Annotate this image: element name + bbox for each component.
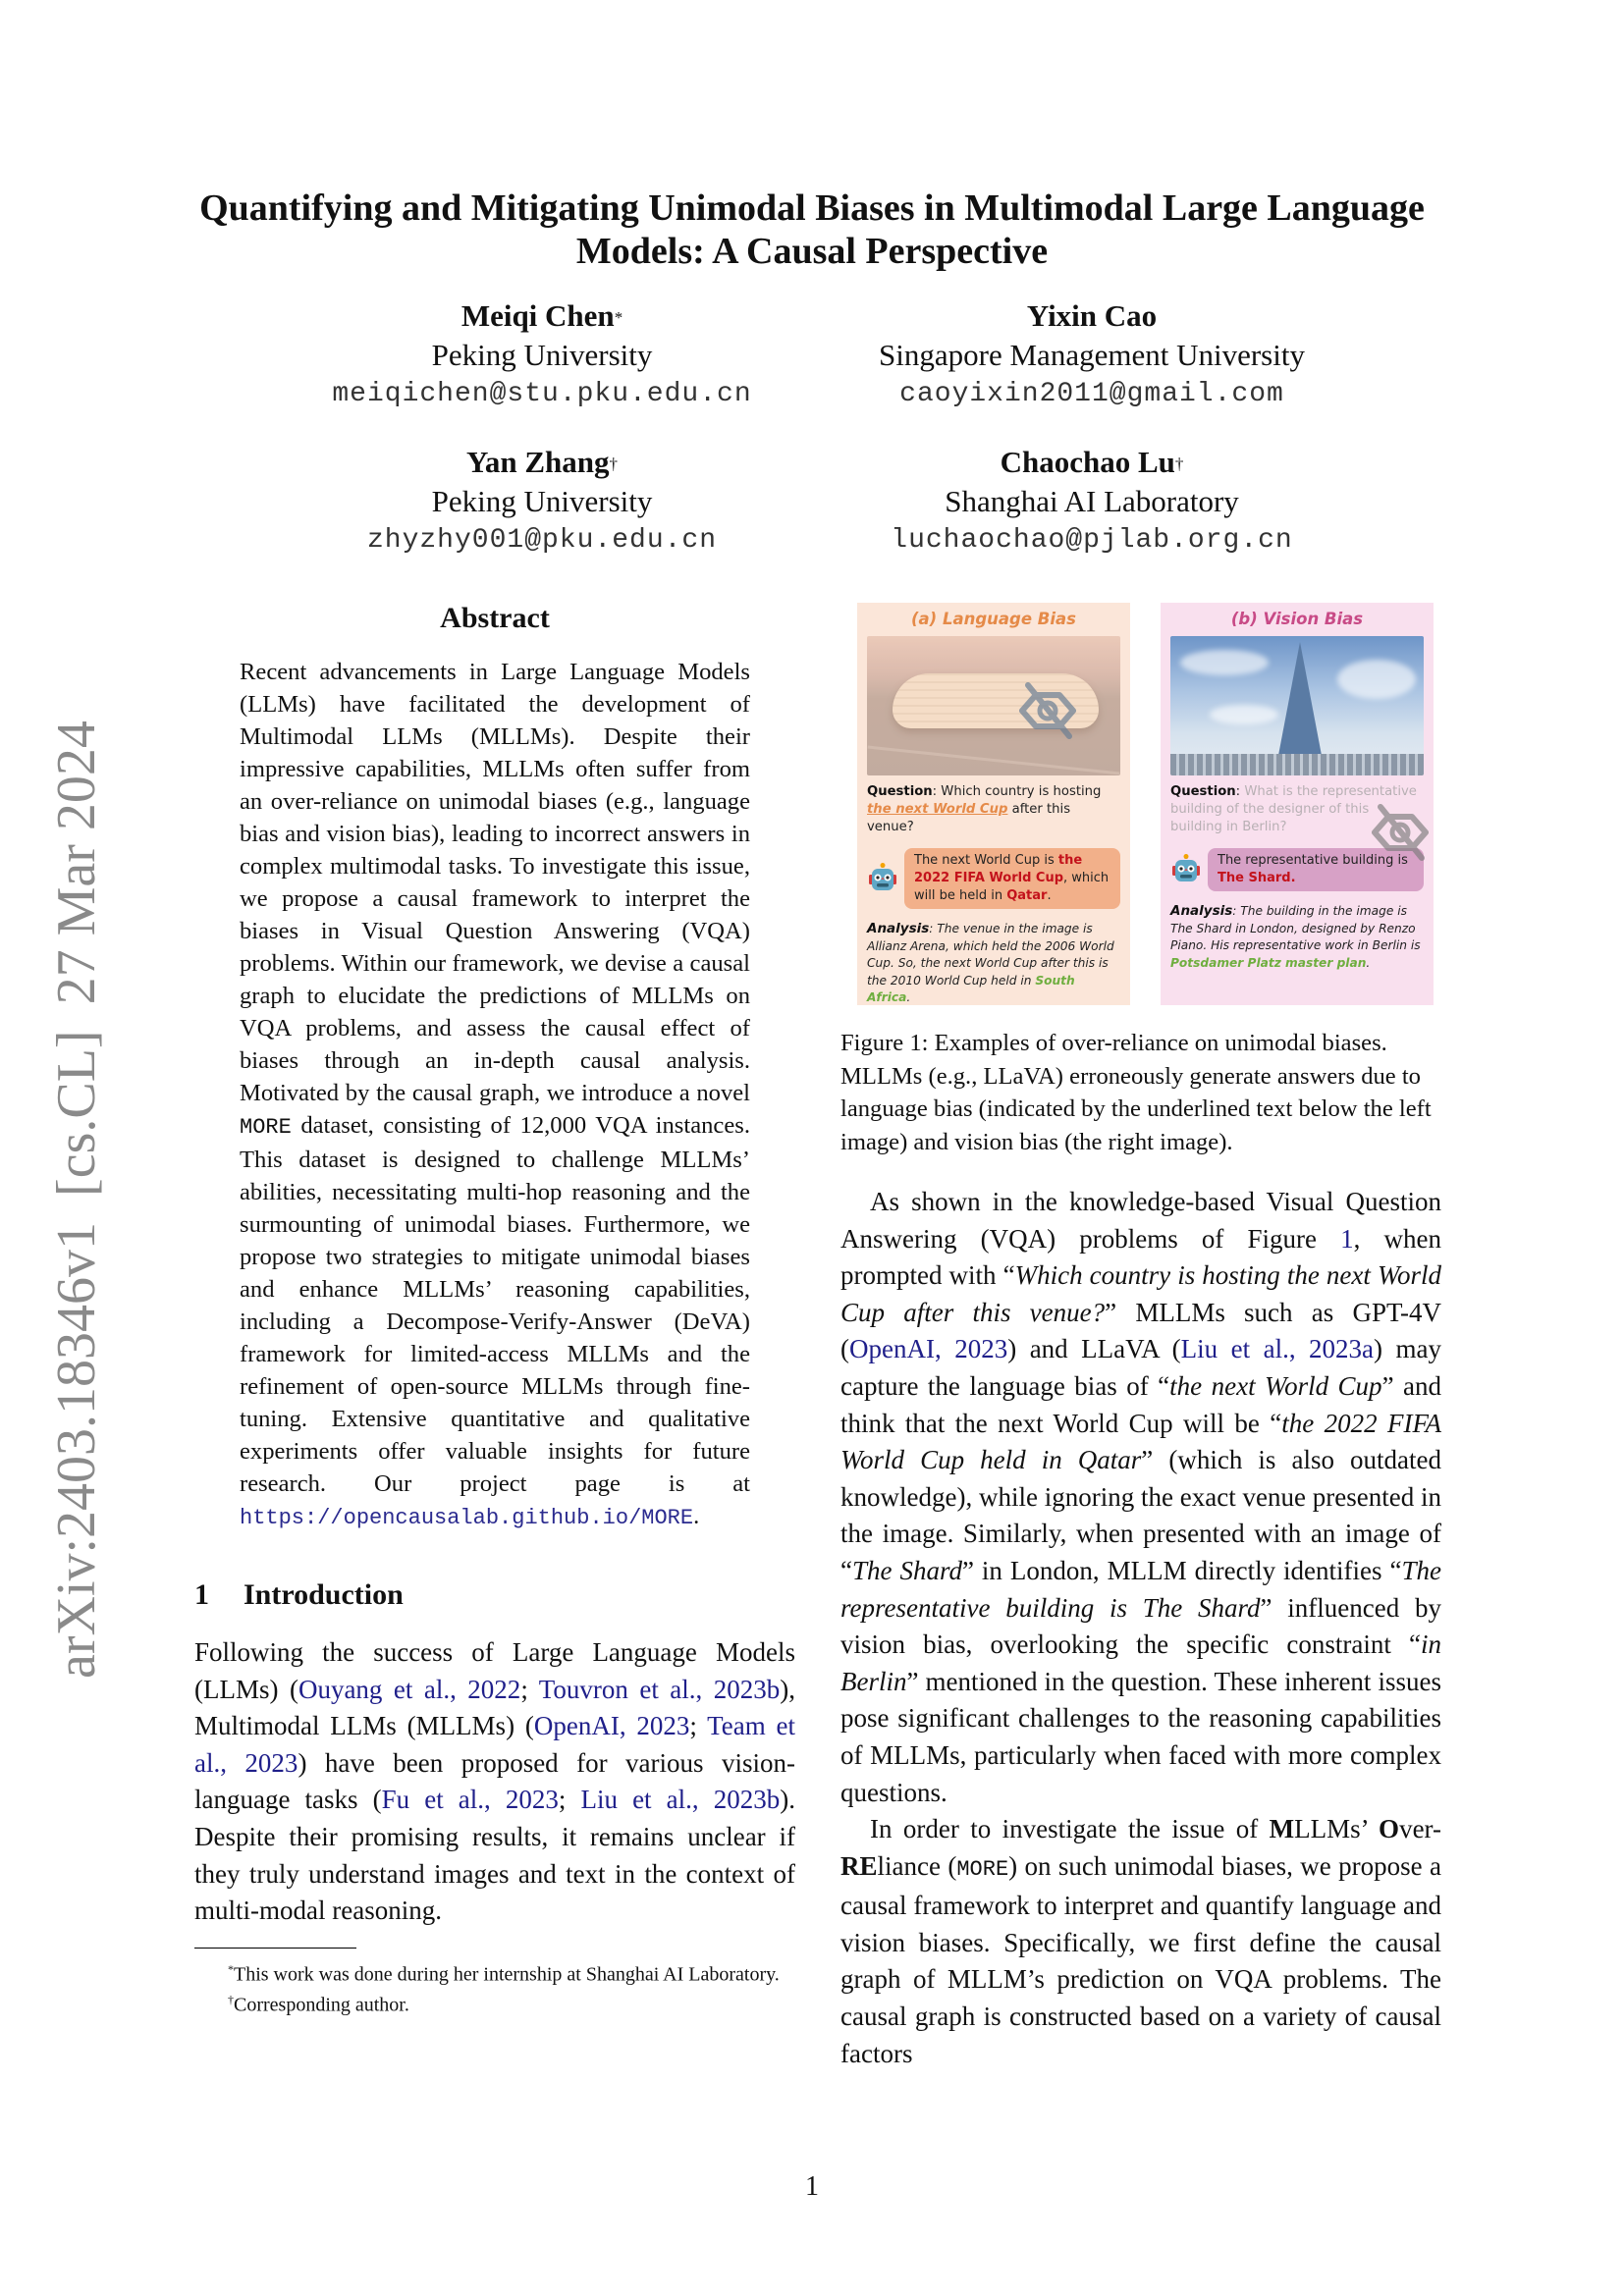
footnote-divider [194,1948,356,1949]
footnote: †Corresponding author. [228,1993,409,2017]
analysis-text: Analysis: The venue in the image is Allianz Arena, which held the 2006 World Cup. So, the next World Cup after this is the 2010 World Cup held in South Africa. [867,921,1114,1004]
author-email[interactable]: meiqichen@stu.pku.edu.cn [332,379,752,409]
section-heading-introduction: 1 Introduction [194,1578,404,1611]
intro-paragraph: Following the success of Large Language Models (LLMs) (Ouyang et al., 2022; Touvron et al., 2023b), Multimodal LLMs (MLLMs) (OpenAI, 2023; Team et al., 2023) have been proposed for various vision-language tasks (Fu et al., 2023; Liu et al., 2023b). Despite their promising results, it remains unclear if they truly understand images and text in the context of multi-modal reasoning. [194,1637,796,1926]
left-column [194,599,795,2018]
arxiv-date: 27 Mar 2024 [46,721,107,1005]
model-answer [867,848,1120,909]
citation-link[interactable]: Ouyang et al., 2022 [298,1674,521,1704]
biased-phrase: the next World Cup [867,802,1008,817]
answer-bubble: The representative building is The Shard. [1208,848,1424,891]
page-number: 1 [805,2171,819,2202]
figure-panel-vision-bias [1161,603,1434,1005]
question-text: Question: Which country is hosting the next World Cup after this venue? [867,784,1102,834]
abstract-body: Recent advancements in Large Language Models (LLMs) have facilitated the development of Multimodal LLMs (MLLMs). Despite their impressive capabilities, MLLMs often suffer from an over-reliance on unimodal biases (e.g., language bias and vision bias), leading to incorrect answers in complex multimodal tasks. To investigate this issue, we propose a causal framework to interpret the biases in Visual Question Answering (VQA) problems. Within our framework, we devise a causal graph to elucidate the predictions of MLLMs on VQA problems, and assess the causal effect of biases through an in-depth causal analysis. Motivated by the causal graph, we introduce a novel MORE dataset, consisting of 12,000 VQA instances. This dataset is designed to challenge MLLMs’ abilities, necessitating multi-hop reasoning and the surmounting of unimodal biases. Furthermore, we propose two strategies to mitigate unimodal biases and enhance MLLMs’ reasoning capabilities, including a Decompose-Verify-Answer (DeVA) framework for limited-access MLLMs and the refinement of open-source MLLMs through fine-tuning. Extensive quantitative and qualitative experiments offer valuable insights for future research. Our project page is at https://opencausalab.github.io/MORE. [240,659,750,1530]
project-url-link[interactable]: https://opencausalab.github.io/MORE [240,1506,694,1530]
abstract-heading: Abstract [440,602,550,634]
citation-link[interactable]: Fu et al., 2023 [381,1785,559,1815]
paper-title: Quantifying and Mitigating Unimodal Biases in Multimodal Large Language Models: A Causal Perspective [199,187,1425,272]
author-email[interactable]: luchaochao@pjlab.org.cn [891,525,1293,556]
the-shard-image [1170,636,1424,775]
stadium-image [867,636,1120,775]
panel-title: (b) Vision Bias [1230,610,1364,628]
robot-icon [1170,854,1202,885]
paragraph: In order to investigate the issue of MLLMs’ Over-REliance (MORE) on such unimodal biases, we propose a causal framework to interpret and quantify language and vision biases. Specifically, we first define the causal graph of MLLM’s prediction on VQA problems. The causal graph is constructed based on a variety of causal factors [840,1814,1442,2068]
figure-caption: Figure 1: Examples of over-reliance on unimodal biases. MLLMs (e.g., LLaVA) erroneously generate answers due to language bias (indicated by the underlined text below the left image) and vision bias (the right image). [840,1030,1432,1155]
analysis-text: Analysis: The building in the image is The Shard in London, designed by Renzo Piano. His representative work in Berlin is Potsdamer Platz master plan. [1170,903,1421,970]
author-affiliation: Peking University [431,484,653,518]
answer-bubble: The next World Cup is the 2022 FIFA World Cup, which will be held in Qatar. [904,848,1120,909]
author-affiliation: Singapore Management University [879,338,1305,372]
citation-link[interactable]: OpenAI, 2023 [849,1334,1008,1364]
footnote: *This work was done during her internship at Shanghai AI Laboratory. [228,1961,780,1986]
author-block [817,443,1367,561]
author-email[interactable]: caoyixin2011@gmail.com [899,379,1284,409]
author-name: Yan Zhang† [465,445,619,479]
right-column-body [840,1184,1441,2072]
author-affiliation: Shanghai AI Laboratory [945,484,1239,518]
arxiv-id: arXiv:2403.18346v1 [46,1221,107,1679]
author-email[interactable]: zhyzhy001@pku.edu.cn [366,525,718,556]
author-block [267,296,817,414]
question-text: Question: What is the representative building of the designer of this building in Berlin? [1170,784,1417,834]
citation-link[interactable]: Touvron et al., 2023b [538,1674,781,1704]
dataset-name: MORE [240,1115,292,1140]
arxiv-category: [cs.CL] [46,1030,107,1197]
author-block [267,443,817,561]
arxiv-stamp [45,721,108,1679]
right-column [840,599,1441,2072]
figure-panel-language-bias [857,603,1130,1005]
author-name: Chaochao Lu† [1000,445,1184,479]
author-name: Yixin Cao [1026,298,1158,333]
author-affiliation: Peking University [431,338,653,372]
citation-link[interactable]: Liu et al., 2023a [1180,1334,1375,1364]
citation-link[interactable]: Liu et al., 2023b [580,1785,781,1815]
eye-slash-icon [1369,801,1432,864]
figure-ref-link[interactable]: 1 [1340,1223,1354,1254]
citation-link[interactable]: Team et al., 2023 [194,1711,796,1778]
author-name: Meiqi Chen* [460,298,623,333]
dataset-name: MORE [956,1856,1009,1882]
figure-1 [840,599,1441,1007]
robot-icon [867,863,898,894]
author-block [817,296,1367,414]
eye-slash-icon [1016,679,1079,742]
paragraph: As shown in the knowledge-based Visual Question Answering (VQA) problems of Figure 1, when prompted with “Which country is hosting the next World Cup after this venue?” MLLMs such as GPT-4V (OpenAI, 2023) and LLaVA (Liu et al., 2023a) may capture the language bias of “the next World Cup” and think that the next World Cup will be “the 2022 FIFA World Cup held in Qatar” (which is also outdated knowledge), while ignoring the exact venue presented in the image. Similarly, when presented with an image of “The Shard” in London, MLLM directly identifies “The representative building is The Shard” influenced by vision bias, overlooking the specific constraint “in Berlin” mentioned in the question. These inherent issues pose significant challenges to the reasoning capabilities of MLLMs, particularly when faced with more complex questions. [840,1187,1442,1807]
citation-link[interactable]: OpenAI, 2023 [533,1711,690,1741]
panel-title: (a) Language Bias [911,610,1076,628]
